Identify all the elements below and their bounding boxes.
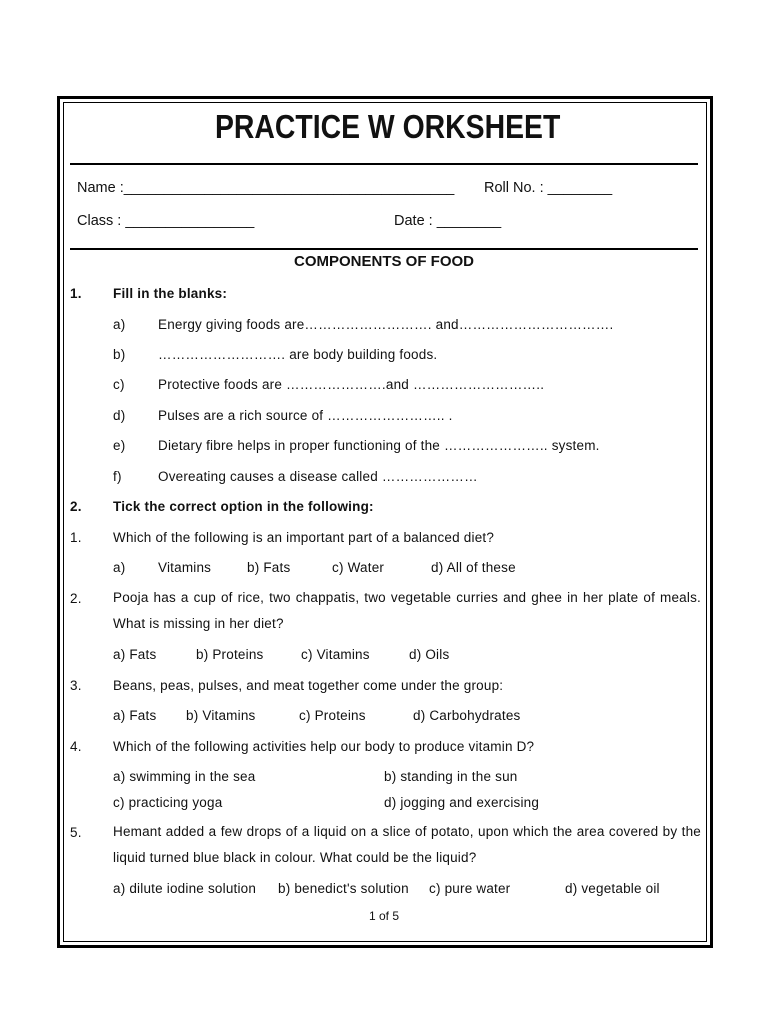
q1-item-letter: f) [113, 469, 122, 484]
mcq-option: d) Carbohydrates [413, 708, 521, 723]
q2-heading: Tick the correct option in the following: [113, 499, 374, 514]
q1-item-text: Protective foods are ………………….and ……………………….. [158, 377, 545, 392]
q1-heading: Fill in the blanks: [113, 286, 228, 301]
q1-item-letter: e) [113, 438, 126, 453]
mcq-option: a) Fats [113, 708, 157, 723]
mcq-option: b) benedict's solution [278, 881, 409, 896]
mcq-option: d) vegetable oil [565, 881, 660, 896]
mcq-option: Vitamins [158, 560, 212, 575]
q1-item-text: Overeating causes a disease called ………………… [158, 469, 478, 484]
mcq-option-label: a) [113, 560, 126, 575]
q1-item-letter: d) [113, 408, 126, 423]
mcq-option: c) Vitamins [301, 647, 370, 662]
mcq-option: b) Proteins [196, 647, 264, 662]
name-field: Name :_________________________________________ [77, 180, 455, 196]
q2-number: 2. [70, 499, 82, 514]
mcq-question-text: Pooja has a cup of rice, two chappatis, two vegetable curries and ghee in her plate of meals. What is missing in her diet? [113, 590, 701, 631]
header-top-rule [70, 163, 698, 165]
mcq-question-text: Beans, peas, pulses, and meat together come under the group: [113, 678, 504, 693]
mcq-number: 2. [70, 591, 82, 606]
roll-number-field: Roll No. : ________ [484, 180, 613, 196]
worksheet-title: PRACTICE W ORKSHEET [214, 108, 561, 145]
mcq-number: 5. [70, 825, 82, 840]
mcq-question-text: Hemant added a few drops of a liquid on a slice of potato, upon which the area covered by the liquid turned blue black in colour. What could be the liquid? [113, 824, 701, 865]
mcq-option: c) Proteins [299, 708, 366, 723]
q1-item-letter: c) [113, 377, 125, 392]
q1-number: 1. [70, 286, 82, 301]
mcq-question-text: Which of the following activities help our body to produce vitamin D? [113, 739, 535, 754]
mcq-option: a) dilute iodine solution [113, 881, 257, 896]
mcq-option: a) swimming in the sea [113, 769, 256, 784]
q1-item-text: Pulses are a rich source of …………………….. . [158, 408, 453, 423]
mcq-option: b) standing in the sun [384, 769, 518, 784]
q1-item-letter: b) [113, 347, 126, 362]
q1-item-text: Dietary fibre helps in proper functioning of the ………………….. system. [158, 438, 600, 453]
mcq-number: 4. [70, 739, 82, 754]
mcq-option: c) Water [332, 560, 385, 575]
mcq-number: 1. [70, 530, 82, 545]
mcq-option: b) Fats [247, 560, 291, 575]
mcq-option: b) Vitamins [186, 708, 256, 723]
mcq-option: d) jogging and exercising [384, 795, 540, 810]
page-number: 1 of 5 [368, 909, 400, 923]
mcq-option: c) pure water [429, 881, 511, 896]
q1-item-letter: a) [113, 317, 126, 332]
section-title: COMPONENTS OF FOOD [294, 253, 474, 270]
date-field: Date : ________ [394, 213, 502, 229]
header-bottom-rule [70, 248, 698, 250]
q1-item-text: ………………………. are body building foods. [158, 347, 438, 362]
mcq-option: d) All of these [431, 560, 516, 575]
mcq-option: d) Oils [409, 647, 450, 662]
mcq-option: a) Fats [113, 647, 157, 662]
mcq-number: 3. [70, 678, 82, 693]
q1-item-text: Energy giving foods are………………………. and……………………………. [158, 317, 614, 332]
class-field: Class : ________________ [77, 213, 255, 229]
mcq-question-text: Which of the following is an important part of a balanced diet? [113, 530, 495, 545]
mcq-option: c) practicing yoga [113, 795, 223, 810]
